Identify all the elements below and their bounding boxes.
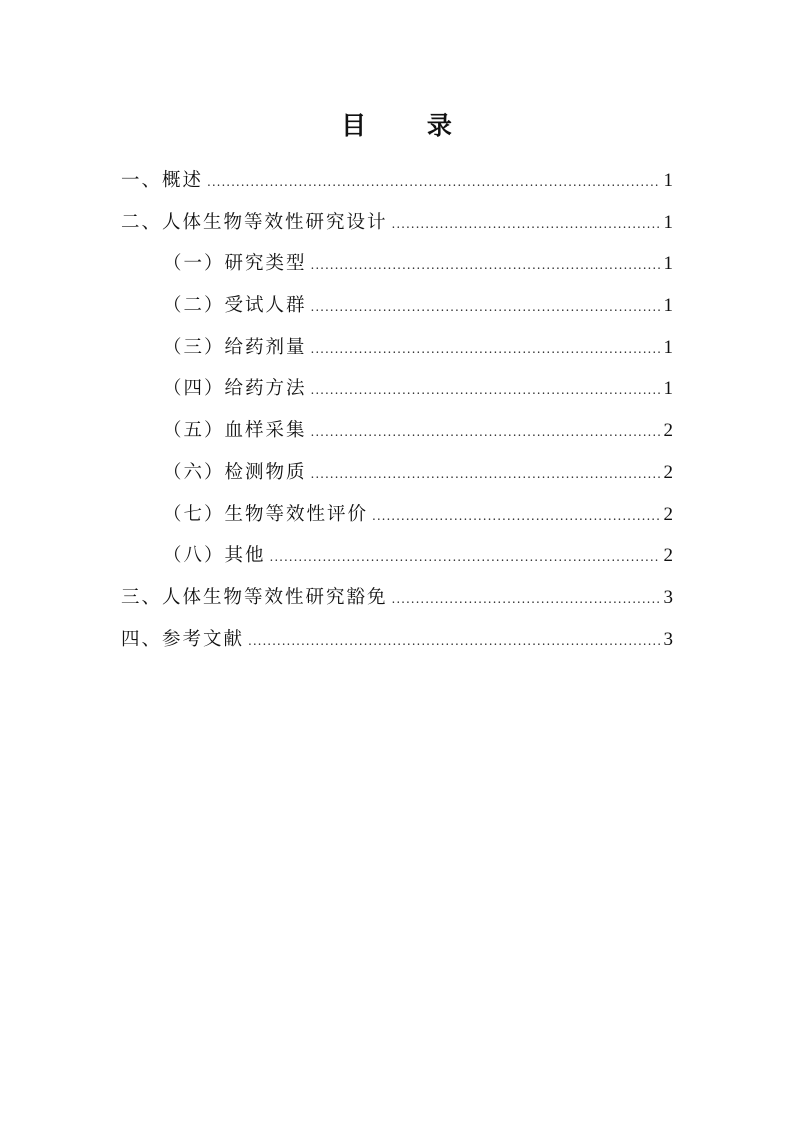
toc-leader-dots <box>311 454 660 496</box>
toc-entry[interactable] <box>121 452 673 494</box>
toc-entry-text: （五）血样采集 <box>163 420 307 442</box>
toc-entry-text: 一、概述 <box>121 170 204 191</box>
toc-entry-text: （八）其他 <box>163 545 266 567</box>
toc-leader-dots <box>311 370 660 412</box>
toc-entry[interactable] <box>121 535 673 577</box>
toc-leader-dots <box>311 287 660 329</box>
toc-entry-text: （六）检测物质 <box>163 461 307 483</box>
toc-leader-dots <box>207 162 659 204</box>
toc-leader-dots <box>392 204 660 246</box>
toc-leader-dots <box>248 621 659 663</box>
toc-entry[interactable] <box>121 619 673 661</box>
toc-entry-page: 1 <box>663 295 673 317</box>
toc-entry-page: 1 <box>663 170 673 191</box>
toc-entry[interactable] <box>121 494 673 536</box>
toc-entry[interactable] <box>121 160 673 202</box>
toc-entry-text: （四）给药方法 <box>163 378 307 400</box>
toc-entry-page: 3 <box>663 586 673 608</box>
toc-entry-page: 1 <box>663 378 673 400</box>
toc-entry-text: （三）给药剂量 <box>163 336 307 358</box>
toc-entry-page: 1 <box>663 211 673 233</box>
toc-entry[interactable] <box>121 368 673 410</box>
toc-entry-text: 四、参考文献 <box>121 628 245 650</box>
toc-entry-page: 1 <box>663 253 673 275</box>
toc-entry[interactable] <box>121 410 673 452</box>
toc-entry-text: （七）生物等效性评价 <box>163 503 369 525</box>
toc-entry-text: （一）研究类型 <box>163 253 307 275</box>
toc-title: 目 录 <box>341 111 478 140</box>
toc-entry[interactable] <box>121 202 673 244</box>
toc-entry-text: 二、人体生物等效性研究设计 <box>121 211 388 233</box>
toc-entry-text: （二）受试人群 <box>163 295 307 317</box>
toc-entry-page: 1 <box>663 336 673 358</box>
toc-entry-page: 2 <box>663 503 673 525</box>
toc-leader-dots <box>270 537 660 579</box>
toc-entry[interactable] <box>121 243 673 285</box>
toc-list <box>121 160 673 660</box>
toc-leader-dots <box>311 412 660 454</box>
toc-leader-dots <box>372 496 659 538</box>
toc-entry[interactable] <box>121 327 673 369</box>
toc-leader-dots <box>311 245 660 287</box>
toc-entry-page: 2 <box>663 461 673 483</box>
toc-entry[interactable] <box>121 285 673 327</box>
toc-entry[interactable] <box>121 577 673 619</box>
toc-entry-page: 2 <box>663 420 673 442</box>
toc-leader-dots <box>392 579 660 621</box>
toc-leader-dots <box>311 329 660 371</box>
toc-entry-page: 3 <box>663 628 673 650</box>
toc-entry-page: 2 <box>663 545 673 567</box>
toc-entry-text: 三、人体生物等效性研究豁免 <box>121 586 388 608</box>
